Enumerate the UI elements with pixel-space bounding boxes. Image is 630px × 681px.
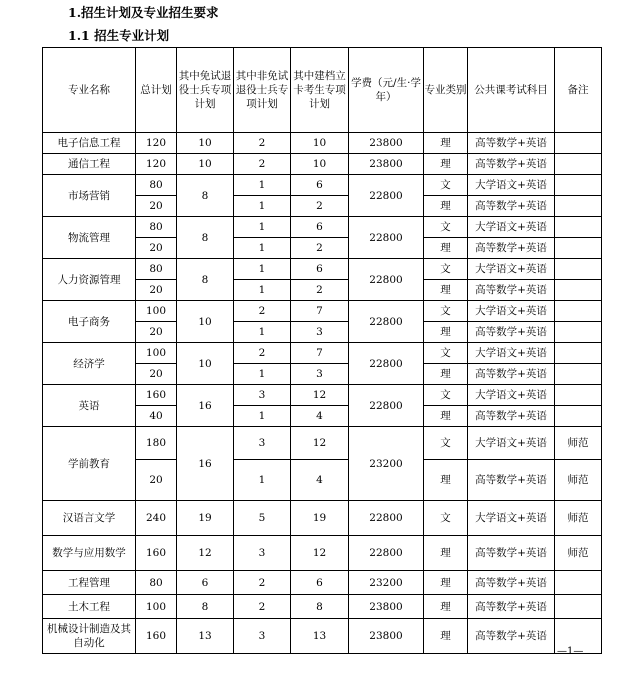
exempt-cell: 16 (177, 385, 234, 427)
subjects-cell: 大学语文+英语 (468, 175, 555, 196)
subjects-cell: 高等数学+英语 (468, 133, 555, 154)
subjects-cell: 高等数学+英语 (468, 322, 555, 343)
nonexempt-cell: 2 (234, 343, 291, 364)
archive-cell: 2 (291, 196, 349, 217)
subjects-cell: 高等数学+英语 (468, 619, 555, 654)
category-cell: 理 (424, 154, 468, 175)
total-cell: 240 (136, 501, 177, 536)
category-cell: 文 (424, 175, 468, 196)
total-cell: 20 (136, 196, 177, 217)
nonexempt-cell: 1 (234, 175, 291, 196)
table-row (43, 571, 602, 595)
category-cell: 文 (424, 217, 468, 238)
table-row (43, 501, 602, 536)
page-number: —1— (557, 646, 584, 657)
table-row (43, 301, 602, 322)
subjects-cell: 大学语文+英语 (468, 301, 555, 322)
subjects-cell: 高等数学+英语 (468, 536, 555, 571)
major-name-cell: 通信工程 (43, 154, 136, 175)
nonexempt-cell: 2 (234, 133, 291, 154)
archive-cell: 8 (291, 595, 349, 619)
fee-cell: 22800 (349, 217, 424, 259)
exempt-cell: 10 (177, 301, 234, 343)
subjects-cell: 大学语文+英语 (468, 427, 555, 460)
nonexempt-cell: 2 (234, 154, 291, 175)
archive-cell: 6 (291, 571, 349, 595)
remark-cell (555, 280, 602, 301)
category-cell: 理 (424, 364, 468, 385)
total-cell: 120 (136, 133, 177, 154)
exempt-cell: 8 (177, 175, 234, 217)
archive-cell: 10 (291, 133, 349, 154)
fee-cell: 22800 (349, 175, 424, 217)
category-cell: 文 (424, 343, 468, 364)
exempt-cell: 19 (177, 501, 234, 536)
subjects-cell: 大学语文+英语 (468, 343, 555, 364)
total-cell: 120 (136, 154, 177, 175)
table-row (43, 154, 602, 175)
remark-cell (555, 364, 602, 385)
archive-cell: 13 (291, 619, 349, 654)
remark-cell: 师范 (555, 427, 602, 460)
section-heading: 1.招生计划及专业招生要求 (68, 5, 219, 20)
category-cell: 理 (424, 322, 468, 343)
major-name-cell: 工程管理 (43, 571, 136, 595)
table-row (43, 385, 602, 406)
nonexempt-cell: 1 (234, 238, 291, 259)
total-cell: 100 (136, 301, 177, 322)
category-cell: 理 (424, 571, 468, 595)
major-name-cell: 人力资源管理 (43, 259, 136, 301)
remark-cell (555, 301, 602, 322)
table-row (43, 427, 602, 460)
major-name-cell: 市场营销 (43, 175, 136, 217)
fee-cell: 22800 (349, 301, 424, 343)
header-nonexempt-veteran-plan: 其中非免试退役士兵专项计划 (234, 48, 291, 133)
total-cell: 100 (136, 595, 177, 619)
exempt-cell: 10 (177, 154, 234, 175)
header-major-category: 专业类别 (424, 48, 468, 133)
category-cell: 理 (424, 406, 468, 427)
table-row (43, 175, 602, 196)
nonexempt-cell: 1 (234, 406, 291, 427)
archive-cell: 10 (291, 154, 349, 175)
fee-cell: 22800 (349, 536, 424, 571)
header-tuition: 学费（元/生·学年） (349, 48, 424, 133)
remark-cell (555, 322, 602, 343)
nonexempt-cell: 2 (234, 301, 291, 322)
major-name-cell: 英语 (43, 385, 136, 427)
category-cell: 文 (424, 385, 468, 406)
category-cell: 文 (424, 501, 468, 536)
category-cell: 文 (424, 301, 468, 322)
category-cell: 理 (424, 196, 468, 217)
nonexempt-cell: 5 (234, 501, 291, 536)
category-cell: 理 (424, 619, 468, 654)
archive-cell: 7 (291, 343, 349, 364)
nonexempt-cell: 1 (234, 460, 291, 501)
remark-cell (555, 571, 602, 595)
subjects-cell: 高等数学+英语 (468, 196, 555, 217)
major-name-cell: 土木工程 (43, 595, 136, 619)
major-name-cell: 电子信息工程 (43, 133, 136, 154)
remark-cell: 师范 (555, 501, 602, 536)
header-exempt-veteran-plan: 其中免试退役士兵专项计划 (177, 48, 234, 133)
table-row (43, 259, 602, 280)
total-cell: 20 (136, 238, 177, 259)
nonexempt-cell: 2 (234, 595, 291, 619)
total-cell: 20 (136, 364, 177, 385)
fee-cell: 23800 (349, 133, 424, 154)
subjects-cell: 大学语文+英语 (468, 259, 555, 280)
nonexempt-cell: 3 (234, 619, 291, 654)
header-row (43, 48, 602, 133)
fee-cell: 23200 (349, 427, 424, 501)
exempt-cell: 10 (177, 133, 234, 154)
total-cell: 180 (136, 427, 177, 460)
subjects-cell: 高等数学+英语 (468, 406, 555, 427)
nonexempt-cell: 1 (234, 280, 291, 301)
major-name-cell: 物流管理 (43, 217, 136, 259)
table-row (43, 619, 602, 654)
total-cell: 160 (136, 536, 177, 571)
nonexempt-cell: 1 (234, 322, 291, 343)
remark-cell (555, 133, 602, 154)
category-cell: 文 (424, 427, 468, 460)
header-total-plan: 总计划 (136, 48, 177, 133)
category-cell: 理 (424, 536, 468, 571)
category-cell: 理 (424, 595, 468, 619)
fee-cell: 23800 (349, 619, 424, 654)
subjects-cell: 大学语文+英语 (468, 217, 555, 238)
remark-cell: 师范 (555, 536, 602, 571)
archive-cell: 12 (291, 427, 349, 460)
total-cell: 80 (136, 217, 177, 238)
exempt-cell: 8 (177, 217, 234, 259)
table-row (43, 595, 602, 619)
total-cell: 20 (136, 280, 177, 301)
fee-cell: 22800 (349, 501, 424, 536)
remark-cell (555, 595, 602, 619)
nonexempt-cell: 3 (234, 536, 291, 571)
exempt-cell: 6 (177, 571, 234, 595)
archive-cell: 2 (291, 280, 349, 301)
subjects-cell: 高等数学+英语 (468, 280, 555, 301)
archive-cell: 19 (291, 501, 349, 536)
nonexempt-cell: 1 (234, 217, 291, 238)
remark-cell (555, 217, 602, 238)
archive-cell: 2 (291, 238, 349, 259)
table-row (43, 343, 602, 364)
nonexempt-cell: 1 (234, 259, 291, 280)
major-name-cell: 汉语言文学 (43, 501, 136, 536)
total-cell: 80 (136, 259, 177, 280)
major-name-cell: 机械设计制造及其自动化 (43, 619, 136, 654)
exempt-cell: 8 (177, 595, 234, 619)
total-cell: 160 (136, 385, 177, 406)
archive-cell: 7 (291, 301, 349, 322)
exempt-cell: 8 (177, 259, 234, 301)
total-cell: 20 (136, 322, 177, 343)
major-name-cell: 数学与应用数学 (43, 536, 136, 571)
category-cell: 理 (424, 460, 468, 501)
enrollment-plan-table (42, 47, 602, 654)
total-cell: 40 (136, 406, 177, 427)
subjects-cell: 高等数学+英语 (468, 595, 555, 619)
header-major-name: 专业名称 (43, 48, 136, 133)
subjects-cell: 大学语文+英语 (468, 385, 555, 406)
subjects-cell: 大学语文+英语 (468, 501, 555, 536)
archive-cell: 6 (291, 175, 349, 196)
archive-cell: 6 (291, 217, 349, 238)
header-exam-subjects: 公共课考试科目 (468, 48, 555, 133)
archive-cell: 4 (291, 460, 349, 501)
archive-cell: 6 (291, 259, 349, 280)
fee-cell: 22800 (349, 385, 424, 427)
total-cell: 80 (136, 571, 177, 595)
header-archive-card-plan: 其中建档立卡考生专项计划 (291, 48, 349, 133)
exempt-cell: 10 (177, 343, 234, 385)
total-cell: 80 (136, 175, 177, 196)
archive-cell: 4 (291, 406, 349, 427)
remark-cell (555, 385, 602, 406)
fee-cell: 22800 (349, 259, 424, 301)
remark-cell (555, 343, 602, 364)
table-row (43, 536, 602, 571)
subjects-cell: 高等数学+英语 (468, 238, 555, 259)
remark-cell (555, 238, 602, 259)
subjects-cell: 高等数学+英语 (468, 460, 555, 501)
major-name-cell: 学前教育 (43, 427, 136, 501)
nonexempt-cell: 3 (234, 427, 291, 460)
remark-cell (555, 406, 602, 427)
category-cell: 理 (424, 238, 468, 259)
nonexempt-cell: 1 (234, 364, 291, 385)
category-cell: 理 (424, 133, 468, 154)
archive-cell: 12 (291, 385, 349, 406)
remark-cell (555, 175, 602, 196)
major-name-cell: 电子商务 (43, 301, 136, 343)
category-cell: 文 (424, 259, 468, 280)
archive-cell: 3 (291, 364, 349, 385)
fee-cell: 23200 (349, 571, 424, 595)
total-cell: 20 (136, 460, 177, 501)
table-row (43, 217, 602, 238)
header-remarks: 备注 (555, 48, 602, 133)
nonexempt-cell: 3 (234, 385, 291, 406)
fee-cell: 22800 (349, 343, 424, 385)
remark-cell (555, 259, 602, 280)
subjects-cell: 高等数学+英语 (468, 571, 555, 595)
archive-cell: 3 (291, 322, 349, 343)
subjects-cell: 高等数学+英语 (468, 364, 555, 385)
remark-cell (555, 154, 602, 175)
fee-cell: 23800 (349, 595, 424, 619)
nonexempt-cell: 2 (234, 571, 291, 595)
fee-cell: 23800 (349, 154, 424, 175)
exempt-cell: 16 (177, 427, 234, 501)
total-cell: 160 (136, 619, 177, 654)
remark-cell (555, 196, 602, 217)
exempt-cell: 13 (177, 619, 234, 654)
archive-cell: 12 (291, 536, 349, 571)
remark-cell: 师范 (555, 460, 602, 501)
major-name-cell: 经济学 (43, 343, 136, 385)
subjects-cell: 高等数学+英语 (468, 154, 555, 175)
exempt-cell: 12 (177, 536, 234, 571)
category-cell: 理 (424, 280, 468, 301)
nonexempt-cell: 1 (234, 196, 291, 217)
subsection-heading: 1.1 招生专业计划 (68, 28, 170, 43)
total-cell: 100 (136, 343, 177, 364)
table-row (43, 133, 602, 154)
